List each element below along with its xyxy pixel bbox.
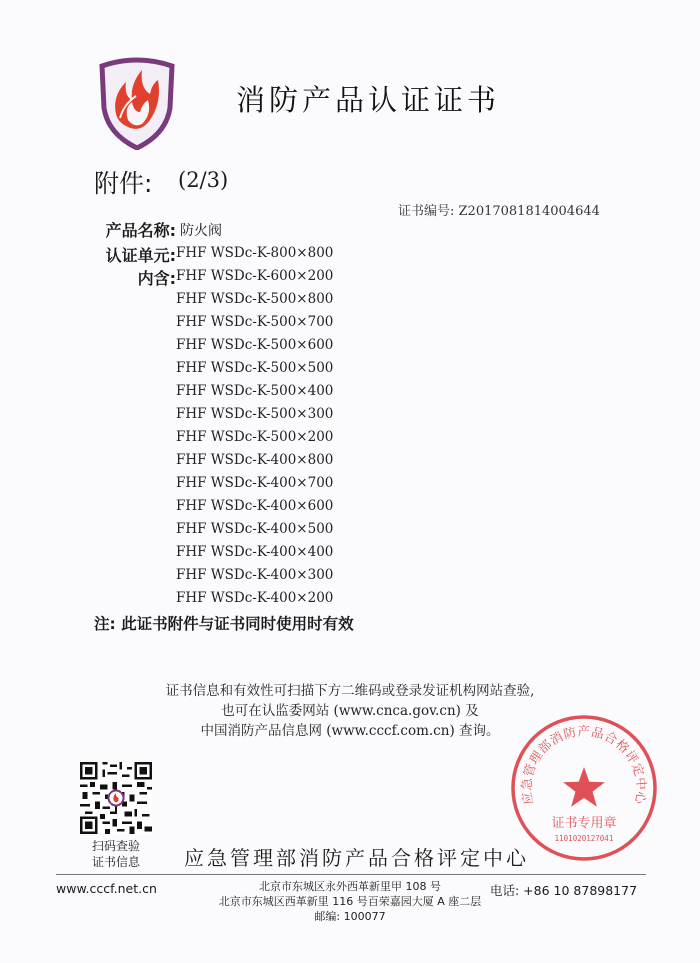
seal-serial: 1101020127041 xyxy=(554,834,614,843)
model-item: FHF WSDc-K-400×700 xyxy=(176,475,334,491)
official-seal xyxy=(509,713,659,863)
footer-divider xyxy=(56,874,646,875)
document-title: 消防产品认证证书 xyxy=(236,83,501,117)
qr-caption-line-2: 证书信息 xyxy=(91,855,140,869)
verification-line-3: 中国消防产品信息网 (www.cccf.com.cn) 查询。 xyxy=(200,723,500,739)
footer-address-2: 北京市东城区西革新里 116 号百荣嘉园大厦 A 座二层 xyxy=(218,895,482,908)
model-item: FHF WSDc-K-400×300 xyxy=(176,567,334,583)
seal-ring-text: 应急管理部消防产品合格评定中心 xyxy=(518,723,650,806)
model-item: FHF WSDc-K-500×400 xyxy=(176,383,334,399)
footer-address-1: 北京市东城区永外西革新里甲 108 号 xyxy=(259,880,441,893)
model-item: FHF WSDc-K-500×300 xyxy=(176,406,334,422)
contains-label: 内含: xyxy=(137,269,176,288)
model-item: FHF WSDc-K-500×200 xyxy=(176,429,334,445)
qr-code-icon[interactable] xyxy=(80,762,152,834)
model-item: FHF WSDc-K-600×200 xyxy=(176,268,334,284)
model-item: FHF WSDc-K-400×600 xyxy=(176,498,334,514)
fire-logo-icon xyxy=(96,56,178,150)
model-item: FHF WSDc-K-400×200 xyxy=(176,590,334,606)
seal-center-text: 证书专用章 xyxy=(551,816,617,831)
product-name-value: 防火阀 xyxy=(180,223,222,239)
seal-star-icon xyxy=(563,767,605,807)
issuer-name: 应急管理部消防产品合格评定中心 xyxy=(184,846,529,870)
model-item: FHF WSDc-K-400×500 xyxy=(176,521,334,537)
model-item: FHF WSDc-K-500×500 xyxy=(176,360,334,376)
cert-unit-value: FHF WSDc-K-800×800 xyxy=(176,245,334,261)
model-item: FHF WSDc-K-400×400 xyxy=(176,544,334,560)
footer-postcode: 邮编: 100077 xyxy=(314,910,386,923)
certificate-number: 证书编号: Z2017081814004644 xyxy=(398,204,600,219)
footer-phone: 电话: +86 10 87898177 xyxy=(490,883,638,898)
footer-website[interactable]: www.cccf.net.cn xyxy=(56,881,157,896)
qr-caption xyxy=(80,838,152,870)
model-item: FHF WSDc-K-400×800 xyxy=(176,452,334,468)
cert-unit-label: 认证单元: xyxy=(105,246,176,265)
attachment-page: (2/3) xyxy=(178,168,229,192)
model-item: FHF WSDc-K-500×600 xyxy=(176,337,334,353)
model-item: FHF WSDc-K-500×700 xyxy=(176,314,334,330)
validity-note: 注: 此证书附件与证书同时使用时有效 xyxy=(94,615,354,633)
verification-line-1: 证书信息和有效性可扫描下方二维码或登录发证机构网站查验, xyxy=(165,683,535,699)
qr-caption-line-1: 扫码查验 xyxy=(91,839,140,853)
attachment-label: 附件: xyxy=(94,169,153,198)
product-name-label: 产品名称: xyxy=(105,221,176,240)
verification-line-2: 也可在认监委网站 (www.cnca.gov.cn) 及 xyxy=(221,703,479,719)
model-item: FHF WSDc-K-500×800 xyxy=(176,291,334,307)
